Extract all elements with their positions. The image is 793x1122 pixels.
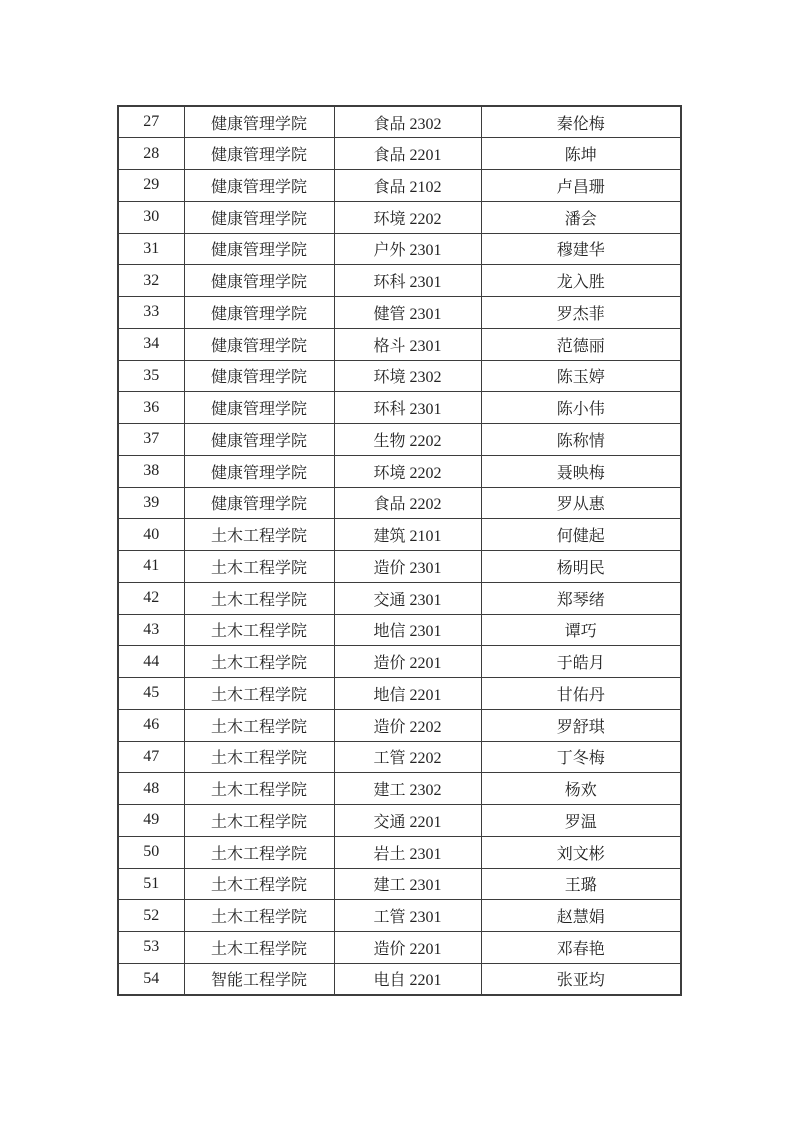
- cell-college: 土木工程学院: [184, 678, 334, 710]
- cell-class: 建工 2302: [334, 773, 481, 805]
- cell-index: 44: [118, 646, 184, 678]
- cell-index: 41: [118, 551, 184, 583]
- cell-name: 陈称情: [481, 424, 681, 456]
- cell-college: 健康管理学院: [184, 106, 334, 138]
- table-row: [118, 582, 681, 614]
- cell-college: 健康管理学院: [184, 201, 334, 233]
- cell-class: 食品 2302: [334, 106, 481, 138]
- roster-table: [117, 105, 682, 996]
- cell-name: 穆建华: [481, 233, 681, 265]
- table-row: [118, 551, 681, 583]
- cell-class: 食品 2202: [334, 487, 481, 519]
- cell-college: 健康管理学院: [184, 265, 334, 297]
- cell-name: 陈坤: [481, 138, 681, 170]
- table-row: [118, 138, 681, 170]
- cell-index: 27: [118, 106, 184, 138]
- cell-class: 环境 2202: [334, 455, 481, 487]
- cell-class: 建筑 2101: [334, 519, 481, 551]
- cell-name: 卢昌珊: [481, 170, 681, 202]
- cell-class: 建工 2301: [334, 868, 481, 900]
- cell-name: 刘文彬: [481, 836, 681, 868]
- table-row: [118, 170, 681, 202]
- table-row: [118, 297, 681, 329]
- cell-college: 土木工程学院: [184, 805, 334, 837]
- cell-class: 造价 2201: [334, 646, 481, 678]
- cell-index: 32: [118, 265, 184, 297]
- table-row: [118, 265, 681, 297]
- cell-class: 造价 2201: [334, 932, 481, 964]
- cell-index: 46: [118, 709, 184, 741]
- cell-name: 秦伦梅: [481, 106, 681, 138]
- cell-class: 地信 2301: [334, 614, 481, 646]
- cell-class: 工管 2301: [334, 900, 481, 932]
- cell-college: 土木工程学院: [184, 868, 334, 900]
- cell-college: 土木工程学院: [184, 614, 334, 646]
- table-row: [118, 519, 681, 551]
- cell-index: 54: [118, 963, 184, 995]
- table-row: [118, 900, 681, 932]
- table-row: [118, 868, 681, 900]
- cell-college: 健康管理学院: [184, 138, 334, 170]
- table-row: [118, 773, 681, 805]
- cell-class: 电自 2201: [334, 963, 481, 995]
- cell-name: 丁冬梅: [481, 741, 681, 773]
- cell-index: 31: [118, 233, 184, 265]
- cell-college: 健康管理学院: [184, 392, 334, 424]
- cell-class: 岩土 2301: [334, 836, 481, 868]
- cell-name: 邓春艳: [481, 932, 681, 964]
- cell-college: 土木工程学院: [184, 551, 334, 583]
- cell-index: 36: [118, 392, 184, 424]
- table-row: [118, 836, 681, 868]
- cell-name: 罗从惠: [481, 487, 681, 519]
- cell-name: 罗温: [481, 805, 681, 837]
- table-row: [118, 614, 681, 646]
- cell-class: 造价 2301: [334, 551, 481, 583]
- cell-name: 潘会: [481, 201, 681, 233]
- cell-class: 工管 2202: [334, 741, 481, 773]
- cell-name: 于皓月: [481, 646, 681, 678]
- cell-index: 29: [118, 170, 184, 202]
- table-row: [118, 487, 681, 519]
- cell-class: 生物 2202: [334, 424, 481, 456]
- cell-class: 户外 2301: [334, 233, 481, 265]
- cell-name: 杨明民: [481, 551, 681, 583]
- cell-class: 地信 2201: [334, 678, 481, 710]
- cell-name: 范德丽: [481, 328, 681, 360]
- cell-name: 罗舒琪: [481, 709, 681, 741]
- cell-name: 张亚均: [481, 963, 681, 995]
- table-row: [118, 424, 681, 456]
- table-row: [118, 678, 681, 710]
- cell-name: 何健起: [481, 519, 681, 551]
- cell-index: 28: [118, 138, 184, 170]
- table-row: [118, 201, 681, 233]
- cell-index: 42: [118, 582, 184, 614]
- cell-college: 土木工程学院: [184, 709, 334, 741]
- cell-class: 健管 2301: [334, 297, 481, 329]
- table-row: [118, 646, 681, 678]
- cell-college: 土木工程学院: [184, 741, 334, 773]
- cell-name: 郑琴绪: [481, 582, 681, 614]
- table-row: [118, 233, 681, 265]
- roster-table-body: [118, 106, 681, 995]
- cell-college: 健康管理学院: [184, 455, 334, 487]
- cell-name: 甘佑丹: [481, 678, 681, 710]
- cell-name: 陈玉婷: [481, 360, 681, 392]
- cell-index: 38: [118, 455, 184, 487]
- cell-index: 49: [118, 805, 184, 837]
- cell-class: 环科 2301: [334, 265, 481, 297]
- cell-college: 土木工程学院: [184, 836, 334, 868]
- cell-index: 53: [118, 932, 184, 964]
- cell-name: 龙入胜: [481, 265, 681, 297]
- cell-college: 健康管理学院: [184, 360, 334, 392]
- table-row: [118, 455, 681, 487]
- cell-index: 52: [118, 900, 184, 932]
- cell-name: 聂映梅: [481, 455, 681, 487]
- cell-index: 50: [118, 836, 184, 868]
- cell-class: 食品 2201: [334, 138, 481, 170]
- cell-college: 土木工程学院: [184, 900, 334, 932]
- cell-college: 土木工程学院: [184, 773, 334, 805]
- cell-name: 赵慧娟: [481, 900, 681, 932]
- cell-college: 土木工程学院: [184, 582, 334, 614]
- cell-college: 土木工程学院: [184, 932, 334, 964]
- cell-college: 健康管理学院: [184, 424, 334, 456]
- cell-index: 48: [118, 773, 184, 805]
- cell-college: 智能工程学院: [184, 963, 334, 995]
- cell-class: 交通 2301: [334, 582, 481, 614]
- cell-class: 格斗 2301: [334, 328, 481, 360]
- cell-class: 环科 2301: [334, 392, 481, 424]
- cell-college: 土木工程学院: [184, 646, 334, 678]
- cell-index: 45: [118, 678, 184, 710]
- table-row: [118, 741, 681, 773]
- cell-index: 37: [118, 424, 184, 456]
- cell-index: 43: [118, 614, 184, 646]
- cell-class: 食品 2102: [334, 170, 481, 202]
- table-row: [118, 392, 681, 424]
- table-row: [118, 106, 681, 138]
- cell-college: 健康管理学院: [184, 328, 334, 360]
- cell-college: 健康管理学院: [184, 487, 334, 519]
- table-row: [118, 709, 681, 741]
- cell-college: 健康管理学院: [184, 233, 334, 265]
- table-row: [118, 805, 681, 837]
- table-row: [118, 360, 681, 392]
- cell-class: 造价 2202: [334, 709, 481, 741]
- table-row: [118, 963, 681, 995]
- cell-college: 健康管理学院: [184, 297, 334, 329]
- cell-index: 51: [118, 868, 184, 900]
- cell-name: 王璐: [481, 868, 681, 900]
- table-row: [118, 328, 681, 360]
- cell-index: 30: [118, 201, 184, 233]
- cell-class: 环境 2202: [334, 201, 481, 233]
- cell-college: 健康管理学院: [184, 170, 334, 202]
- cell-index: 47: [118, 741, 184, 773]
- cell-name: 杨欢: [481, 773, 681, 805]
- cell-index: 40: [118, 519, 184, 551]
- cell-index: 35: [118, 360, 184, 392]
- cell-name: 罗杰菲: [481, 297, 681, 329]
- cell-name: 谭巧: [481, 614, 681, 646]
- cell-index: 39: [118, 487, 184, 519]
- cell-college: 土木工程学院: [184, 519, 334, 551]
- cell-name: 陈小伟: [481, 392, 681, 424]
- cell-index: 33: [118, 297, 184, 329]
- cell-class: 交通 2201: [334, 805, 481, 837]
- cell-class: 环境 2302: [334, 360, 481, 392]
- table-row: [118, 932, 681, 964]
- cell-index: 34: [118, 328, 184, 360]
